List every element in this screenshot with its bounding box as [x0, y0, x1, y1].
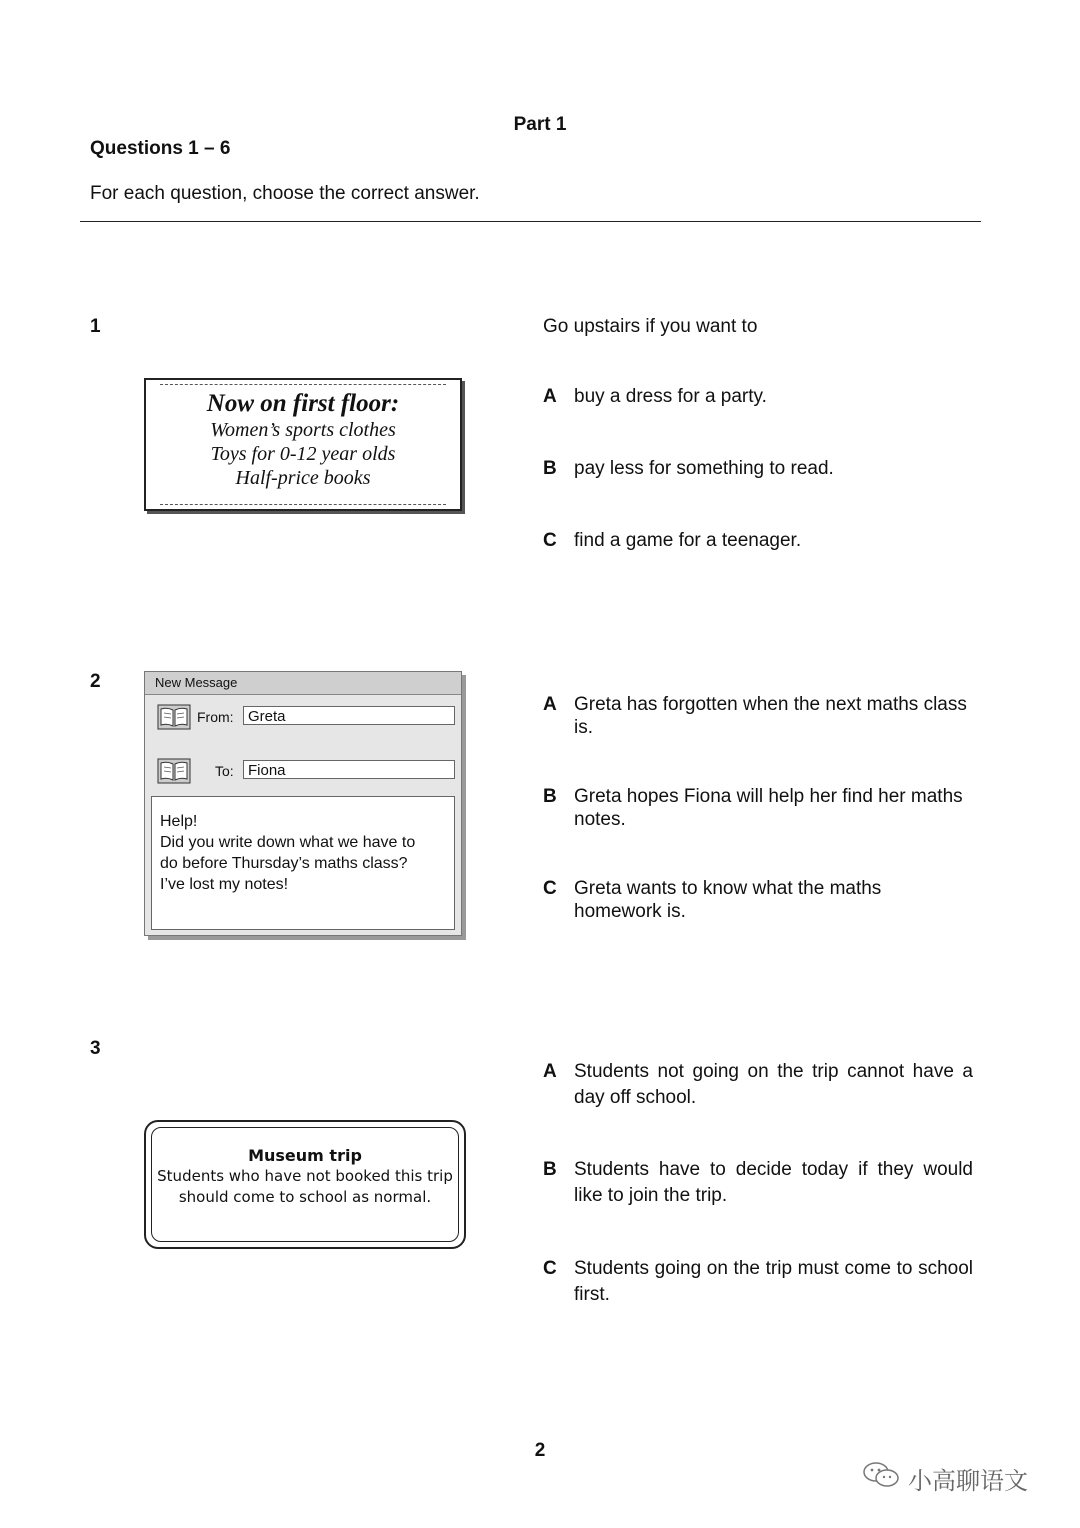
- option-letter: C: [543, 530, 557, 551]
- option-text: find a game for a teenager.: [574, 530, 802, 551]
- watermark: [862, 1460, 1028, 1496]
- option-2c[interactable]: [543, 877, 973, 923]
- watermark-text: 小高聊语文: [908, 1466, 1028, 1495]
- option-letter: B: [543, 786, 557, 807]
- wechat-icon: [862, 1460, 900, 1496]
- email-title-bar: New Message: [145, 672, 461, 695]
- notice-border-decoration: [160, 498, 446, 505]
- address-book-icon[interactable]: [157, 758, 191, 789]
- question-number-1: 1: [90, 316, 101, 337]
- divider: [80, 221, 981, 222]
- notice-line: Toys for 0-12 year olds: [210, 443, 396, 465]
- option-text: Greta hopes Fiona will help her find her maths notes.: [574, 786, 963, 830]
- from-label: From:: [197, 709, 234, 725]
- option-text: Students going on the trip must come to school first.: [574, 1258, 973, 1305]
- option-text: pay less for something to read.: [574, 458, 834, 479]
- instruction-text: For each question, choose the correct answer.: [90, 183, 480, 204]
- questions-range: Questions 1 – 6: [90, 138, 231, 159]
- option-text: Greta wants to know what the maths homework is.: [574, 878, 882, 922]
- notice-text: Students who have not booked this trip should come to school as normal.: [157, 1167, 453, 1206]
- option-text: buy a dress for a party.: [574, 386, 767, 407]
- notice-inner-frame: [151, 1127, 459, 1242]
- page-number: 2: [534, 1440, 546, 1461]
- question-number-2: 2: [90, 671, 101, 692]
- email-window: [144, 671, 462, 936]
- option-letter: A: [543, 694, 557, 715]
- email-body-line: do before Thursday’s maths class?: [160, 855, 408, 872]
- notice-heading: Museum trip: [248, 1146, 362, 1165]
- email-to-row: [157, 760, 457, 784]
- option-letter: C: [543, 1258, 557, 1279]
- option-text: Students have to decide today if they would like to join the trip.: [574, 1159, 973, 1206]
- part-title: Part 1: [513, 114, 567, 135]
- address-book-icon[interactable]: [157, 704, 191, 735]
- option-text: Greta has forgotten when the next maths class is.: [574, 694, 967, 738]
- question-number-3: 3: [90, 1038, 101, 1059]
- notice-first-floor: [144, 378, 462, 511]
- notice-museum-trip: [144, 1120, 466, 1249]
- option-text: Students not going on the trip cannot have a day off school.: [574, 1061, 973, 1108]
- option-1a[interactable]: [543, 385, 973, 408]
- email-body-line: I’ve lost my notes!: [160, 876, 289, 893]
- email-body-line: Did you write down what we have to: [160, 834, 416, 851]
- option-2a[interactable]: [543, 693, 973, 739]
- option-1c[interactable]: [543, 529, 973, 552]
- to-field[interactable]: Fiona: [243, 760, 455, 779]
- option-1b[interactable]: [543, 457, 973, 480]
- to-label: To:: [215, 763, 234, 779]
- option-3b[interactable]: [543, 1157, 973, 1209]
- notice-line: Half-price books: [235, 467, 371, 489]
- option-letter: B: [543, 1159, 557, 1180]
- option-3c[interactable]: [543, 1256, 973, 1308]
- option-3a[interactable]: [543, 1059, 973, 1111]
- option-2b[interactable]: [543, 785, 973, 831]
- from-field[interactable]: Greta: [243, 706, 455, 725]
- option-letter: A: [543, 386, 557, 407]
- question-stem-1: Go upstairs if you want to: [543, 316, 758, 337]
- email-body-line: Help!: [160, 813, 198, 830]
- option-letter: A: [543, 1061, 557, 1082]
- email-body[interactable]: [151, 796, 455, 930]
- option-letter: B: [543, 458, 557, 479]
- notice-border-decoration: [160, 384, 446, 391]
- notice-heading: Now on first floor:: [206, 390, 400, 417]
- option-letter: C: [543, 878, 557, 899]
- notice-line: Women’s sports clothes: [210, 419, 396, 441]
- email-from-row: [157, 706, 457, 730]
